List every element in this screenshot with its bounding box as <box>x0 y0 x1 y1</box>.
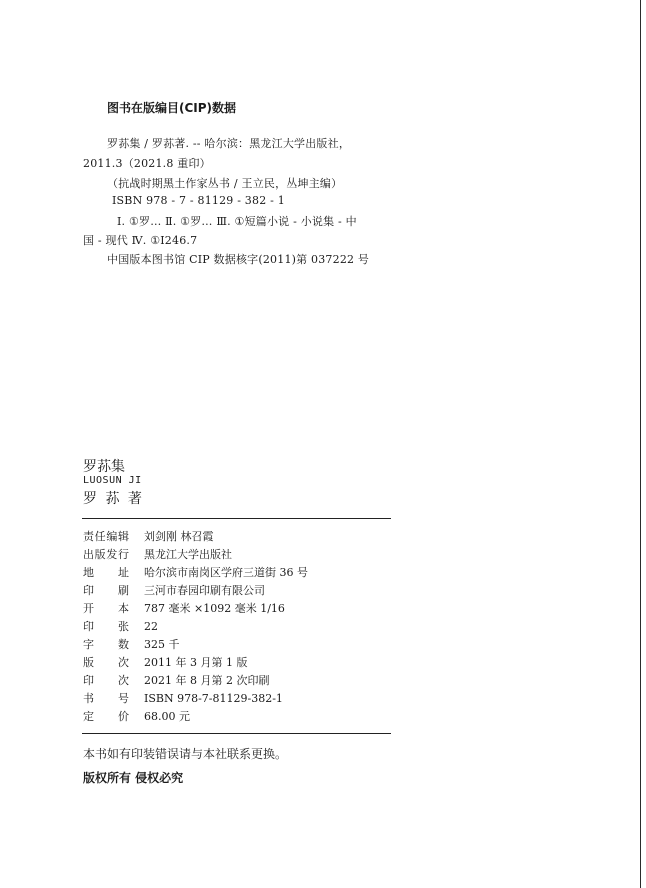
book-pinyin: LUOSUN JI <box>83 475 142 486</box>
info-label-char: 次 <box>118 674 129 687</box>
info-label <box>83 582 129 600</box>
info-label <box>83 546 129 564</box>
info-label <box>83 672 129 690</box>
info-label-char: 定 <box>83 710 94 723</box>
info-label-char: 价 <box>118 710 129 723</box>
info-label-char: 开 <box>83 602 94 615</box>
book-author: 罗 荪 著 <box>83 491 144 507</box>
info-label-char: 印 <box>83 674 94 687</box>
info-label-char: 任 <box>94 530 106 543</box>
info-label <box>83 618 129 636</box>
info-label <box>83 708 129 726</box>
info-label-char: 次 <box>118 656 129 669</box>
cip-line-1: 罗荪集 / 罗荪著. -- 哈尔滨：黑龙江大学出版社， <box>107 137 351 150</box>
info-value: 2011 年 3 月第 1 版 <box>144 656 248 669</box>
info-label-char: 书 <box>83 692 94 705</box>
info-label-char: 址 <box>118 566 129 579</box>
info-label <box>83 564 129 582</box>
info-label-char: 号 <box>118 692 129 705</box>
info-label-char: 印 <box>83 584 94 597</box>
info-label-char: 数 <box>118 638 129 651</box>
info-label-char: 出 <box>83 548 94 561</box>
info-value: 刘剑刚 林召霞 <box>144 530 214 543</box>
info-label-char: 地 <box>83 566 94 579</box>
info-label-char: 发 <box>106 548 118 561</box>
info-label <box>83 654 129 672</box>
info-label-char: 编 <box>106 530 118 543</box>
info-value: 787 毫米 ×1092 毫米 1/16 <box>144 602 285 615</box>
info-label-char: 本 <box>118 602 129 615</box>
cip-line-4: ISBN 978 - 7 - 81129 - 382 - 1 <box>112 194 285 207</box>
divider-top <box>82 518 391 519</box>
cip-line-6: 国 - 现代 Ⅳ. ①I246.7 <box>83 234 198 247</box>
info-label <box>83 636 129 654</box>
info-value: 325 千 <box>144 638 180 651</box>
info-value: 2021 年 8 月第 2 次印刷 <box>144 674 270 687</box>
info-label <box>83 690 129 708</box>
info-value: 黑龙江大学出版社 <box>144 548 232 561</box>
info-value: 68.00 元 <box>144 710 190 723</box>
info-label-char: 行 <box>117 548 129 561</box>
info-label-char: 刷 <box>118 584 129 597</box>
page-edge-rule <box>640 0 641 888</box>
info-label-char: 印 <box>83 620 94 633</box>
info-label-char: 辑 <box>117 530 129 543</box>
cip-line-3: （抗战时期黑土作家丛书 / 王立民，丛坤主编） <box>107 177 343 190</box>
info-value: 22 <box>144 620 158 633</box>
cip-line-5: Ⅰ. ①罗… Ⅱ. ①罗… Ⅲ. ①短篇小说 - 小说集 - 中 <box>117 215 357 228</box>
info-label-char: 版 <box>83 656 94 669</box>
info-label-char: 字 <box>83 638 94 651</box>
info-label <box>83 528 129 546</box>
info-label-char: 版 <box>94 548 106 561</box>
rights-statement: 版权所有 侵权必究 <box>83 771 184 785</box>
info-label-char: 责 <box>83 530 94 543</box>
book-title: 罗荪集 <box>83 459 125 475</box>
info-value: 哈尔滨市南岗区学府三道街 36 号 <box>144 566 308 579</box>
replacement-note: 本书如有印装错误请与本社联系更换。 <box>83 747 288 761</box>
cip-title: 图书在版编目(CIP)数据 <box>107 101 237 115</box>
info-value: 三河市春园印刷有限公司 <box>144 584 265 597</box>
info-value: ISBN 978-7-81129-382-1 <box>144 692 283 705</box>
info-label-char: 张 <box>118 620 129 633</box>
divider-bottom <box>82 733 391 734</box>
cip-line-7: 中国版本图书馆 CIP 数据核字(2011)第 037222 号 <box>107 253 370 266</box>
cip-line-2: 2011.3（2021.8 重印） <box>83 157 211 170</box>
info-label <box>83 600 129 618</box>
